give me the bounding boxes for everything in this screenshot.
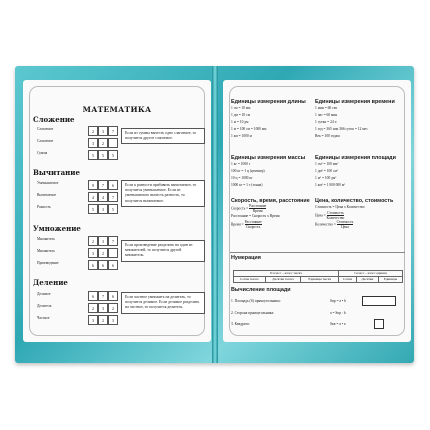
price-fraction: $\frac{\text{Стоимость}}{\text{Количество}}$	[326, 211, 345, 221]
time-line: Век = 100 годам	[315, 133, 340, 138]
square-figure	[374, 319, 384, 329]
time-line: 1 сутки = 24 ч	[315, 120, 337, 124]
length-line: 1 м = 10 дм	[231, 120, 249, 124]
speed-title: Скорость, время, расстояние	[231, 198, 310, 204]
section-title-division: Деление	[33, 278, 68, 287]
length-line: 1 дм = 10 см	[231, 113, 250, 118]
table-row: Делимое 6 7 6	[37, 291, 117, 301]
table-row: Вычитаемое 4 4 7	[37, 192, 117, 202]
time-units-title: Единицы измерения времени	[315, 99, 395, 105]
area-line: 1 дм² = 100 см²	[315, 169, 338, 174]
time-units-block	[315, 99, 407, 139]
area-calc-formula: a = Sпр : b	[330, 311, 346, 315]
table-row: Разность 5 3 5	[37, 204, 117, 214]
time-formula: Время = $\frac{\text{Расстояние}}{\text{Скорость}}$	[231, 220, 262, 230]
table-row: Слагаемое 2 3 7	[37, 126, 117, 136]
rectangle-figure	[362, 296, 396, 306]
mass-line: 1 кг = 1000 г	[231, 162, 251, 167]
table-row: Уменьшаемое 9 7 6	[37, 180, 117, 190]
length-units-block	[231, 99, 311, 139]
time-line: 1 час = 60 мин	[315, 113, 338, 118]
quantity-fraction: $\frac{\text{Стоимость}}{\text{Цена}}$	[336, 220, 354, 230]
mass-line: 100 кг = 1 ц (центнер)	[231, 169, 265, 174]
length-line: 1 м = 100 см = 1000 мм	[231, 126, 267, 131]
rule-box-multiplication: Если произведение разделить на один из множителей, то получится другой множитель.	[121, 240, 205, 262]
distance-formula: Расстояние = Скорость х Время	[231, 214, 280, 219]
area-units-block	[315, 155, 407, 189]
length-units-title: Единицы измерения длины	[231, 99, 306, 105]
time-fraction: $\frac{\text{Расстояние}}{\text{Скорость}}$	[244, 220, 262, 230]
notebook-spine	[212, 66, 218, 363]
mass-line: 1000 кг = 1 т (тонна)	[231, 182, 263, 187]
area-calc-block	[231, 287, 406, 293]
length-line: 1 км = 1000 м	[231, 133, 252, 138]
table-row: Делитель 2 3 2	[37, 303, 117, 313]
time-line: 1 год = 365 или 366 суток = 12 мес	[315, 126, 368, 131]
mass-line: 10 ц = 1000 кг	[231, 176, 253, 180]
table-row	[234, 277, 403, 283]
cost-title: Цена, количество, стоимость	[315, 198, 394, 204]
table-cell: Единицы тысяч	[301, 277, 339, 283]
table-cell: Единицы	[378, 277, 402, 283]
table-cell: Десятки	[356, 277, 378, 283]
rule-box-subtraction: Если к разности прибавить вычитаемое, то получится уменьшаемое. Если из уменьшаемого вычесть разность, то получится вычитаемое.	[121, 180, 205, 207]
divider	[230, 252, 405, 253]
mass-units-block	[231, 155, 311, 189]
area-line: 1 м² = 100 дм²	[315, 176, 337, 180]
price-formula: Цена = $\frac{\text{Стоимость}}{\text{Количество}}$	[315, 211, 345, 221]
numbering-title: Нумерация	[231, 255, 261, 261]
section-title-multiplication: Умножение	[33, 224, 81, 233]
numbering-table	[233, 270, 403, 283]
area-calc-formula: Sпр = a • b	[330, 299, 346, 303]
area-calc-item: 2. Сторона прямоугольника:	[231, 311, 275, 315]
table-row: Частное 3 2 3	[37, 315, 117, 325]
time-line: 1 мин = 60 сек	[315, 106, 338, 111]
area-line: 1 км² = 1 000 000 м²	[315, 182, 346, 187]
area-calc-formula: Sкв = a • a	[330, 322, 346, 326]
area-units-title: Единицы измерения площади	[315, 155, 396, 161]
mass-units-title: Единицы измерения массы	[231, 155, 306, 161]
table-cell: Сотни тысяч	[234, 277, 266, 283]
speed-fraction: $\frac{\text{Расстояние}}{\text{Время}}$	[249, 204, 267, 214]
table-cell: Сотни	[339, 277, 357, 283]
page-title: МАТЕМАТИКА	[82, 105, 152, 114]
speed-block	[231, 198, 313, 229]
cost-formula: Стоимость = Цена х Количество	[315, 205, 365, 210]
section-title-addition: Сложение	[33, 115, 75, 124]
table-cell: II класс – класс тысяч	[234, 271, 339, 277]
cost-block	[315, 198, 407, 229]
table-row: Сумма 5 5 5	[37, 150, 117, 160]
table-row: Множитель 2 3 7	[37, 236, 117, 246]
speed-formula: Скорость = $\frac{\text{Расстояние}}{\text{Время}}$	[231, 204, 267, 214]
table-cell: I класс – класс единиц	[339, 271, 403, 277]
table-row: Множитель 3 2	[37, 248, 117, 258]
rule-box-division: Если частное умножить на делитель, то получится делимое. Если делимое разделить на частное, то получится делитель.	[121, 292, 205, 314]
area-calc-item: 3. Квадрата:	[231, 322, 250, 326]
table-row: Слагаемое 3 2	[37, 138, 117, 148]
quantity-formula: Количество = $\frac{\text{Стоимость}}{\text{Цена}}$	[315, 220, 354, 230]
table-row: Произведение 6 6 6	[37, 260, 117, 270]
area-calc-title: Вычисление площади	[231, 287, 291, 293]
rule-box-addition: Если из суммы вычесть одно слагаемое, то получится другое слагаемое.	[121, 128, 205, 144]
area-line: 1 см² = 100 мм²	[315, 162, 339, 167]
area-calc-item: 1. Площадь (S) прямоугольника:	[231, 299, 281, 303]
section-title-subtraction: Вычитание	[33, 168, 80, 177]
table-cell: Десятки тысяч	[265, 277, 301, 283]
length-line: 1 см = 10 мм	[231, 106, 251, 111]
